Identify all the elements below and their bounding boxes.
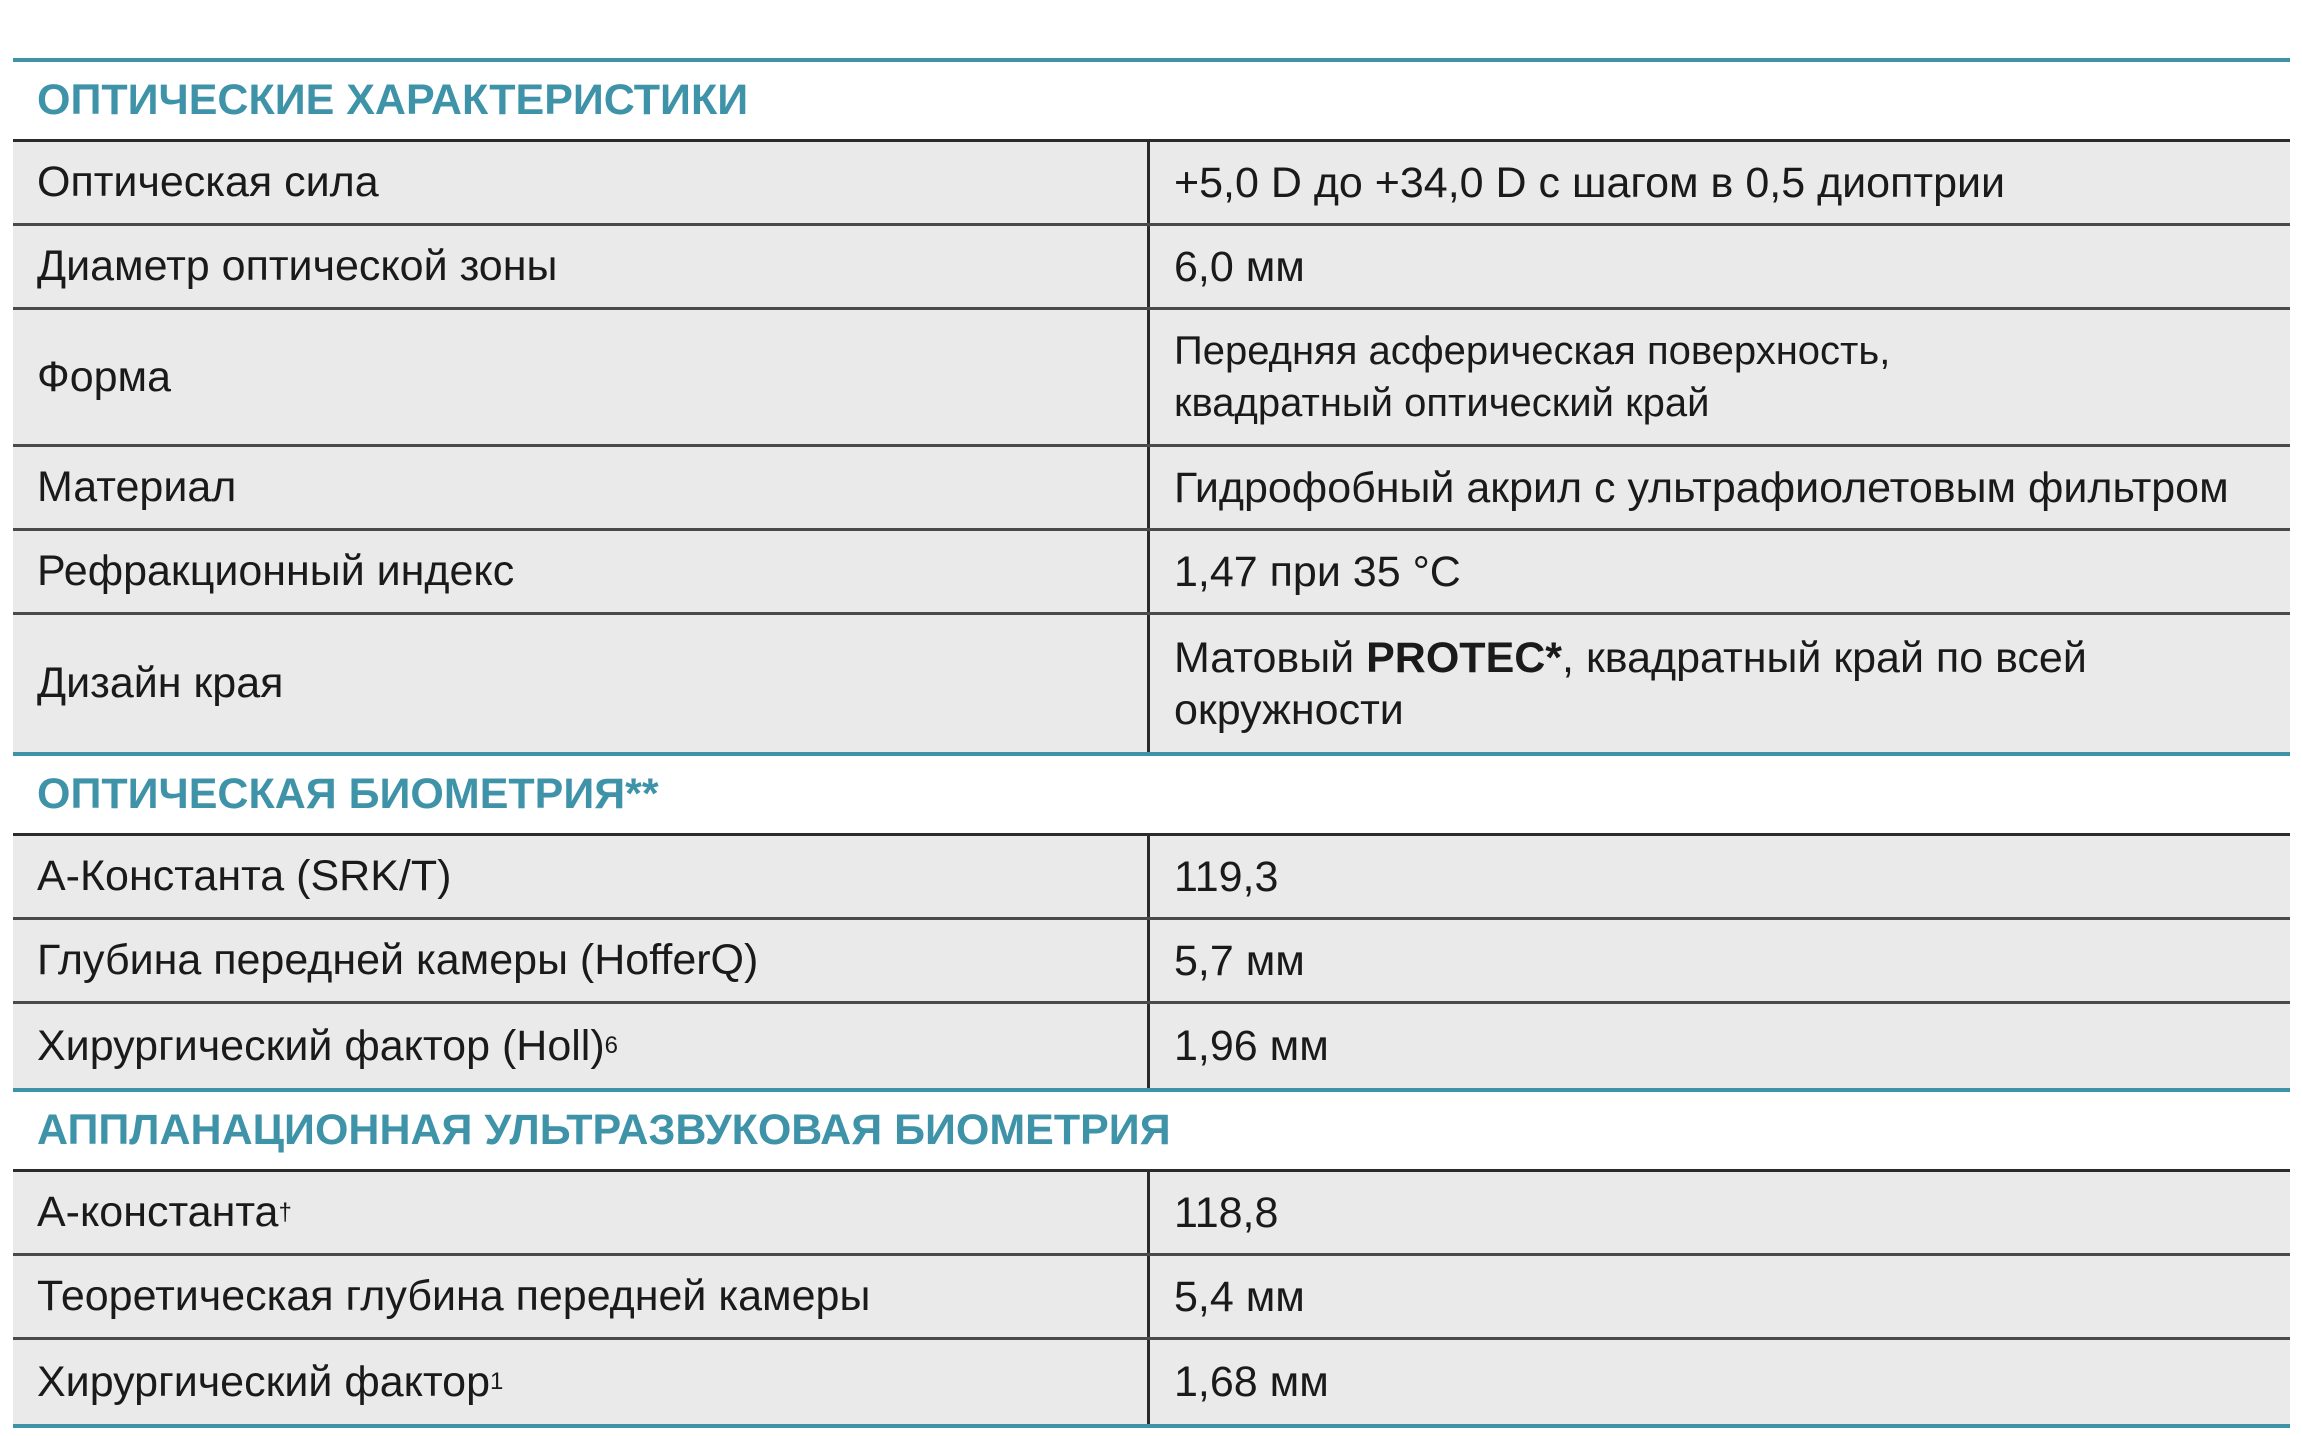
label-text: Хирургический фактор (Holl) xyxy=(37,1021,605,1070)
row-value: 5,7 мм xyxy=(1174,936,1305,985)
row-value: 6,0 мм xyxy=(1174,242,1305,291)
section-title-ultrasound-biometry: АППЛАНАЦИОННАЯ УЛЬТРАЗВУКОВАЯ БИОМЕТРИЯ xyxy=(13,1092,2290,1172)
value-text xyxy=(1174,632,2087,736)
row-value: 1,68 мм xyxy=(1174,1358,1329,1406)
row-value: Передняя асферическая поверхность, квадратный оптический край xyxy=(1174,329,1891,425)
row-label: Диаметр оптической зоны xyxy=(13,226,1150,307)
table-row xyxy=(13,531,2290,615)
spec-table xyxy=(13,58,2290,1428)
table-row xyxy=(13,836,2290,920)
table-row xyxy=(13,1004,2290,1088)
table-row xyxy=(13,1172,2290,1256)
row-label: Хирургический фактор 1 xyxy=(13,1340,1150,1424)
label-text: А-константа xyxy=(37,1188,279,1236)
table-bottom-rule xyxy=(13,1424,2290,1428)
value-suffix: , квадратный край по всей окружности xyxy=(1174,633,2087,734)
row-label: Рефракционный индекс xyxy=(13,531,1150,612)
row-label: А-Константа (SRK/T) xyxy=(13,836,1150,917)
row-label: Оптическая сила xyxy=(13,142,1150,223)
table-row xyxy=(13,226,2290,310)
table-row xyxy=(13,310,2290,447)
row-value: 119,3 xyxy=(1174,852,1279,901)
row-label: Форма xyxy=(13,310,1150,444)
table-row xyxy=(13,447,2290,531)
row-value: 5,4 мм xyxy=(1174,1272,1305,1321)
row-label: Теоретическая глубина передней камеры xyxy=(13,1256,1150,1337)
row-value: Гидрофобный акрил с ультрафиолетовым фильтром xyxy=(1174,463,2229,512)
table-row xyxy=(13,142,2290,226)
row-label: Глубина передней камеры (HofferQ) xyxy=(13,920,1150,1001)
value-prefix: Матовый xyxy=(1174,633,1367,682)
table-row xyxy=(13,920,2290,1004)
row-label: Дизайн края xyxy=(13,615,1150,752)
row-value: 1,47 при 35 °C xyxy=(1174,547,1461,596)
label-text: Хирургический фактор xyxy=(37,1357,491,1406)
row-label: А-константа † xyxy=(13,1172,1150,1253)
brand-name: PROTEC* xyxy=(1366,633,1563,682)
row-value xyxy=(1150,615,2290,752)
table-row xyxy=(13,615,2290,752)
row-value: 118,8 xyxy=(1174,1188,1279,1237)
row-value: +5,0 D до +34,0 D с шагом в 0,5 диоптрии xyxy=(1174,158,2006,207)
row-value: 1,96 мм xyxy=(1174,1022,1329,1070)
table-row xyxy=(13,1340,2290,1424)
row-label: Хирургический фактор (Holl) 6 xyxy=(13,1004,1150,1088)
section-title-optical-biometry: ОПТИЧЕСКАЯ БИОМЕТРИЯ** xyxy=(13,756,2290,836)
table-row xyxy=(13,1256,2290,1340)
section-title-optical: ОПТИЧЕСКИЕ ХАРАКТЕРИСТИКИ xyxy=(13,62,2290,142)
row-label: Материал xyxy=(13,447,1150,528)
